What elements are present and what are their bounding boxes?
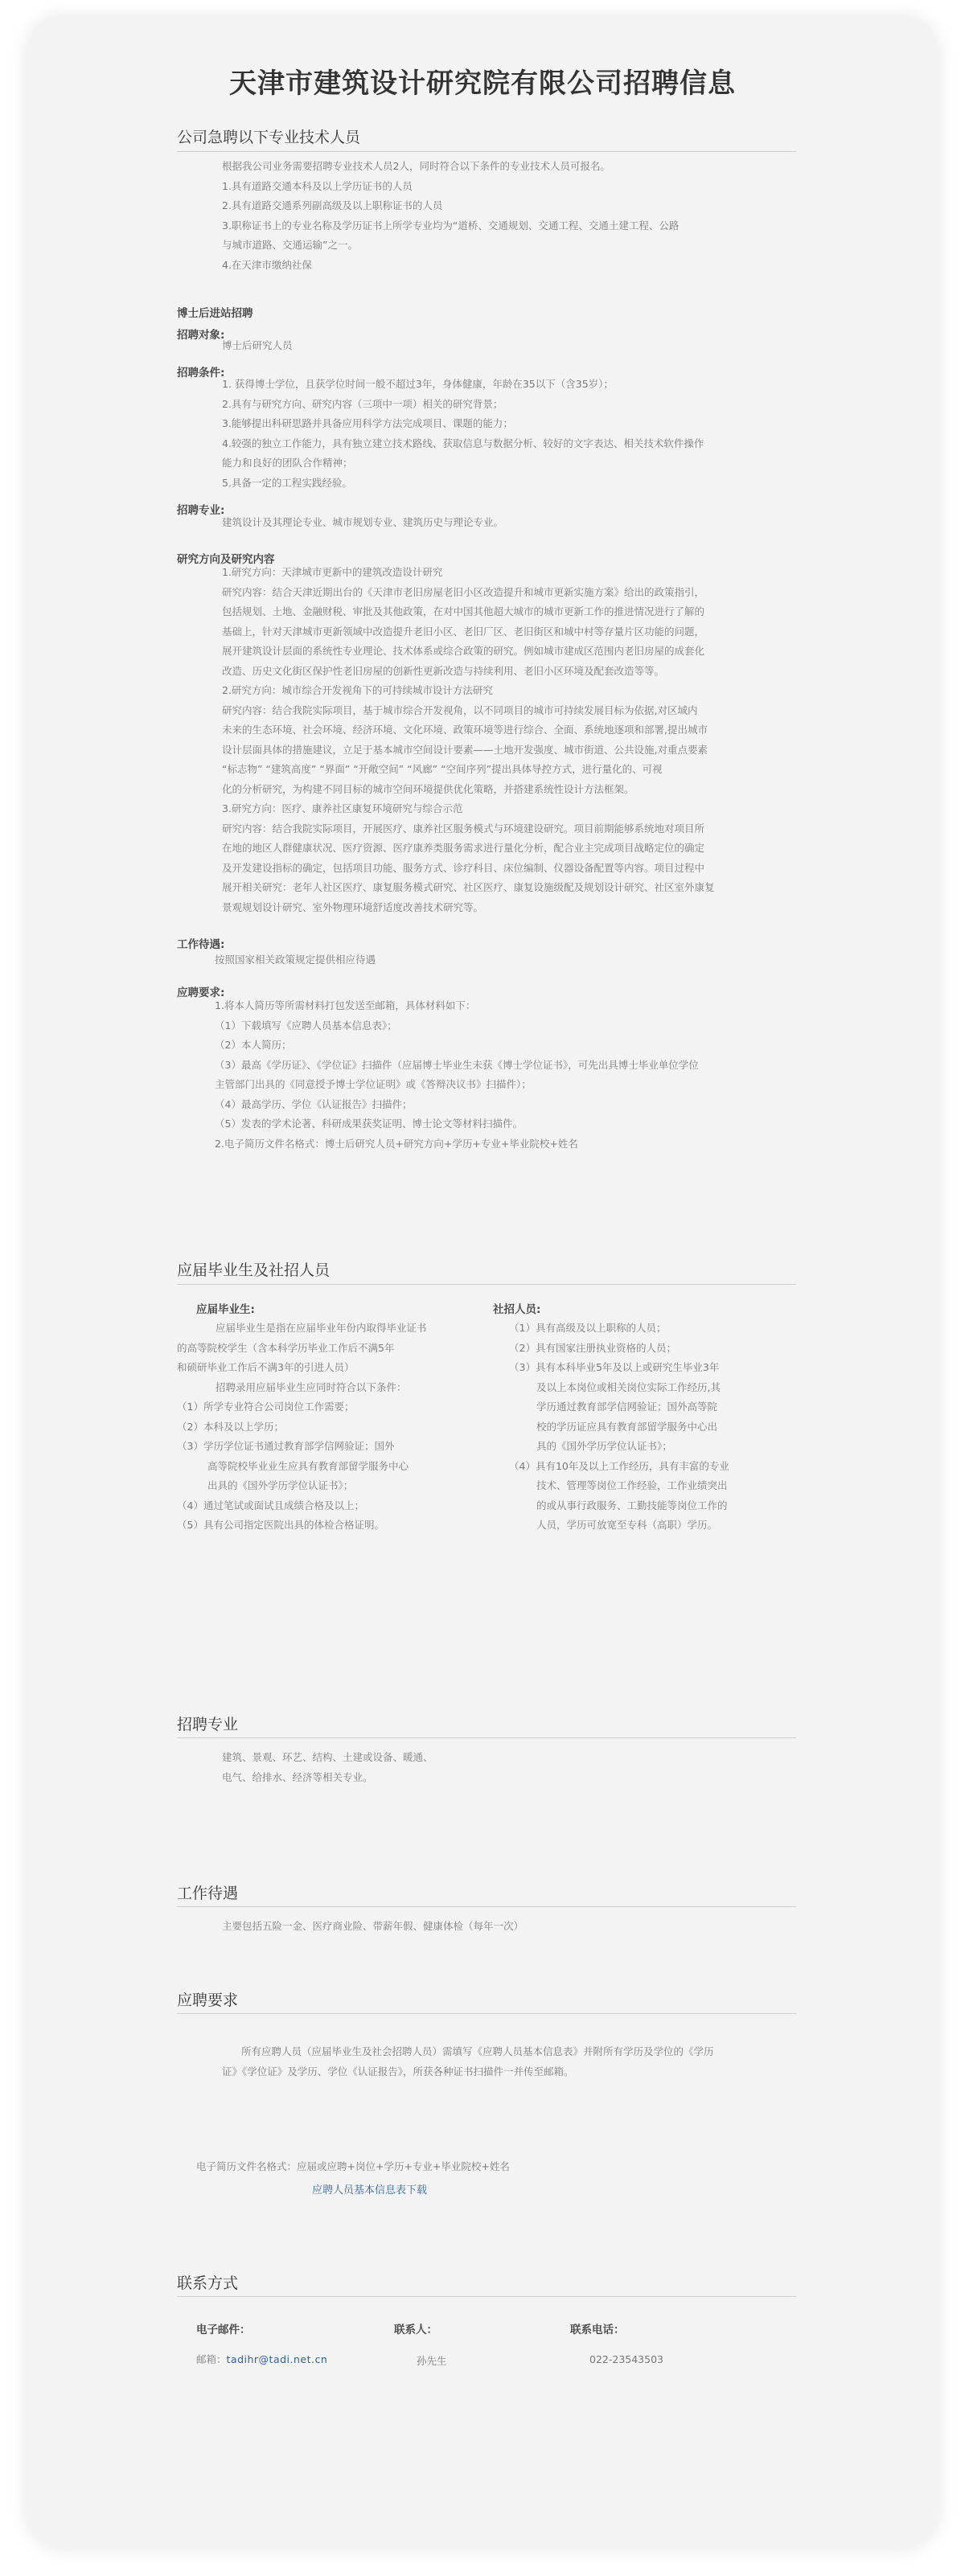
phone-value: 022-23543503 — [589, 2353, 663, 2365]
fresh-line: 高等院校毕业业生应具有教育部留学服务中心 — [207, 1459, 409, 1472]
postdoc-apply-lines — [215, 996, 699, 1154]
postdoc-target-value: 博士后研究人员 — [222, 339, 293, 351]
postdoc-target-label: 招聘对象: — [177, 329, 225, 342]
postdoc-conditions-label: 招聘条件: — [177, 367, 225, 379]
person-label: 联系人： — [394, 2324, 437, 2336]
direction-line: 展开相关研究：老年人社区医疗、康复服务模式研究、社区医疗、康复设施级配及规划设计研究、社区室外康复 — [222, 881, 715, 893]
apply-line: （5）发表的学术论著、科研成果获奖证明、博士论文等材料扫描件。 — [215, 1118, 523, 1130]
apply-line: 主管部门出具的《同意授予博士学位证明》或《答辩决议书》扫描件）； — [215, 1078, 532, 1090]
social-line: 人员，学历可放宽至专科（高职）学历。 — [536, 1519, 718, 1531]
condition-line: 5.具备一定的工程实践经验。 — [222, 476, 352, 489]
direction-line: 1.研究方向：天津城市更新中的建筑改造设计研究 — [222, 566, 443, 578]
direction-line: 研究内容：结合我院实际项目，基于城市综合开发视角，以不同项目的城市可持续发展目标为依据,对区域内 — [222, 703, 698, 716]
social-line: 校的学历证应具有教育部留学服务中心出 — [536, 1420, 718, 1433]
apply-line: （2）本人简历； — [215, 1039, 292, 1051]
condition-line: 能力和良好的团队合作精神； — [222, 457, 353, 469]
phone-label: 联系电话： — [570, 2324, 625, 2336]
urgent-heading: 公司急聘以下专业技术人员 — [177, 129, 361, 146]
direction-line: 及开发建设指标的确定，包括项目功能、服务方式、诊疗科目、床位编制、仪器设备配置等内容。项目过程中 — [222, 861, 705, 874]
apply-line: （4）最高学历、学位《认证报告》扫描件； — [215, 1097, 413, 1110]
fresh-line: 出具的《国外学历学位认证书》； — [207, 1479, 354, 1491]
apply-line: 2.电子简历文件名格式：博士后研究人员+研究方向+学历+专业+毕业院校+姓名 — [215, 1137, 578, 1150]
social-line: 学历通过教育部学信网验证；国外高等院 — [536, 1401, 718, 1413]
email-prefix: 邮箱： — [196, 2353, 227, 2365]
contact-divider — [177, 2296, 796, 2297]
fresh-line: （1）所学专业符合公司岗位工作需要； — [177, 1401, 355, 1413]
person-value: 孙先生 — [417, 2355, 447, 2367]
fresh-line: 和硕研毕业工作后不满3年的引进人员） — [177, 1361, 355, 1373]
postdoc-major-label: 招聘专业: — [177, 504, 225, 517]
apply-line: （3）最高《学历证》、《学位证》扫描件（应届博士毕业生未获《博士学位证书》，可先出具博士毕业单位学位 — [215, 1058, 699, 1071]
social-line: 的或从事行政服务、工勤技能等岗位工作的 — [536, 1499, 728, 1512]
fresh-line: 应届毕业生是指在应届毕业年份内取得毕业证书 — [216, 1322, 427, 1334]
postdoc-directions — [222, 563, 715, 917]
page-title: 天津市建筑设计研究院有限公司招聘信息 — [229, 68, 736, 100]
social-line: 具的《国外学历学位认证书》； — [536, 1440, 672, 1452]
direction-line: 化的分析研究，为构建不同目标的城市空间环境提供优化策略，并搭建系统性设计方法框架。 — [222, 782, 634, 795]
condition-line: 2.具有与研究方向、研究内容（三项中一项）相关的研究背景； — [222, 397, 503, 410]
postdoc-treatment-value: 按照国家相关政策规定提供相应待遇 — [215, 954, 376, 966]
fresh-line: 招聘录用应届毕业生应同时符合以下条件： — [216, 1380, 407, 1393]
urgent-line: 2.具有道路交通系列副高级及以上职称证书的人员 — [222, 199, 443, 211]
email-row — [196, 2351, 327, 2366]
direction-line: 改造、历史文化街区保护性老旧房屋的创新性更新改造与持续利用、老旧小区环境及配套改造等等。 — [222, 664, 665, 677]
fresh-line: （3）学历学位证书通过教育部学信网验证；国外 — [177, 1440, 395, 1452]
social-line: （3）具有本科毕业5年及以上或研究生毕业3年 — [509, 1361, 720, 1373]
urgent-divider — [177, 151, 796, 152]
majors-line: 电气、给排水、经济等相关专业。 — [222, 1770, 373, 1783]
urgent-lines — [222, 157, 679, 275]
benefits-text: 主要包括五险一金、医疗商业险、带薪年假、健康体检（每年一次） — [222, 1920, 524, 1932]
filename-format: 电子简历文件名格式：应届或应聘+岗位+学历+专业+毕业院校+姓名 — [196, 2160, 510, 2172]
majors-divider — [177, 1737, 796, 1738]
fresh-line: （4）通过笔试或面试且成绩合格及以上； — [177, 1499, 364, 1512]
condition-line: 1. 获得博士学位，且获学位时间一般不超过3年，身体健康，年龄在35以下（含35岁）； — [222, 378, 614, 390]
postdoc-conditions — [222, 375, 704, 493]
direction-line: 研究内容：结合天津近期出台的《天津市老旧房屋老旧小区改造提升和城市更新实施方案》给出的政策指引， — [222, 585, 705, 598]
postdoc-treatment-label: 工作待遇: — [177, 938, 225, 951]
social-line: 技术、管理等岗位工作经验，工作业绩突出 — [536, 1479, 728, 1491]
email-label: 电子邮件： — [196, 2324, 251, 2336]
fresh-lines — [177, 1319, 427, 1536]
email-link[interactable]: tadihr@tadi.net.cn — [226, 2353, 328, 2365]
urgent-line: 3.职称证书上的专业名称及学历证书上所学专业均为“道桥、交通规划、交通工程、交通土建工程、公路 — [222, 219, 680, 232]
direction-line: 2.研究方向：城市综合开发视角下的可持续城市设计方法研究 — [222, 684, 493, 696]
direction-line: “标志物” “建筑高度” “界面” “开敞空间” “风廊” “空间序列”提出具体导控方式，进行量化的、可视 — [222, 763, 663, 775]
direction-line: 3.研究方向：医疗、康养社区康复环境研究与综合示范 — [222, 802, 463, 814]
social-label: 社招人员: — [493, 1303, 541, 1316]
condition-line: 3.能够提出科研思路并具备应用科学方法完成项目、课题的能力； — [222, 417, 513, 429]
postdoc-apply-label: 应聘要求: — [177, 987, 225, 999]
direction-line: 未来的生态环境、社会环境、经济环境、文化环境、政策环境等进行综合、全面、系统地逐项和部署,提出城市 — [222, 724, 708, 736]
majors-lines — [222, 1748, 433, 1787]
urgent-line: 根据我公司业务需要招聘专业技术人员2人，同时符合以下条件的专业技术人员可报名。 — [222, 160, 610, 172]
postdoc-heading: 博士后进站招聘 — [177, 307, 253, 320]
apply-line: 1.将本人简历等所需材料打包发送至邮箱，具体材料如下： — [215, 999, 476, 1011]
social-lines — [509, 1319, 729, 1536]
page-card — [27, 16, 938, 2549]
requirements-lines — [222, 2042, 714, 2082]
urgent-line: 1.具有道路交通本科及以上学历证书的人员 — [222, 179, 413, 192]
fresh-label: 应届毕业生: — [196, 1303, 255, 1316]
direction-line: 研究内容：结合我院实际项目，开展医疗、康养社区服务模式与环境建设研究。项目前期能够系统地对项目所 — [222, 822, 705, 835]
social-line: （1）具有高级及以上职称的人员； — [509, 1322, 667, 1334]
direction-line: 基础上，针对天津城市更新领域中改造提升老旧小区、老旧厂区、老旧街区和城中村等存量片区功能的问题， — [222, 625, 705, 638]
direction-line: 景观规划设计研究、室外物理环境舒适度改善技术研究等。 — [222, 900, 484, 913]
contact-heading: 联系方式 — [177, 2275, 239, 2292]
apply-line: （1）下载填写《应聘人员基本信息表》； — [215, 1019, 397, 1032]
requirements-divider — [177, 2013, 796, 2014]
requirements-heading: 应聘要求 — [177, 1991, 239, 2009]
graduates-heading: 应届毕业生及社招人员 — [177, 1261, 331, 1279]
fresh-line: （5）具有公司指定医院出具的体检合格证明。 — [177, 1519, 384, 1531]
benefits-heading: 工作待遇 — [177, 1885, 239, 1902]
download-form-link[interactable]: 应聘人员基本信息表下载 — [312, 2184, 428, 2197]
postdoc-major-value: 建筑设计及其理论专业、城市规划专业、建筑历史与理论专业。 — [222, 516, 504, 528]
direction-line: 设计层面具体的措施建议，立足于基本城市空间设计要素——土地开发强度、城市街道、公共设施,对重点要素 — [222, 743, 708, 756]
fresh-line: （2）本科及以上学历； — [177, 1420, 284, 1433]
graduates-divider — [177, 1284, 796, 1285]
requirements-line: 证》《学位证》及学历、学位《认证报告》，所获各种证书扫描件一并传至邮箱。 — [222, 2065, 574, 2078]
social-line: （4）具有10年及以上工作经历，具有丰富的专业 — [509, 1459, 729, 1472]
postdoc-direction-label: 研究方向及研究内容 — [177, 553, 275, 566]
social-line: 及以上本岗位或相关岗位实际工作经历,其 — [536, 1380, 721, 1393]
social-line: （2）具有国家注册执业资格的人员； — [509, 1341, 676, 1354]
direction-line: 包括规划、土地、金融财税、审批及其他政策，在对中国其他超大城市的城市更新工作的推进情况进行了解的 — [222, 605, 705, 617]
benefits-divider — [177, 1906, 796, 1907]
majors-line: 建筑、景观、环艺、结构、土建或设备、暖通、 — [222, 1751, 433, 1763]
urgent-line: 4.在天津市缴纳社保 — [222, 258, 312, 271]
urgent-line: 与城市道路、交通运输”之一。 — [222, 239, 358, 251]
condition-line: 4.较强的独立工作能力，具有独立建立技术路线、获取信息与数据分析、较好的文字表达、相关技术软件操作 — [222, 437, 704, 449]
direction-line: 展开建筑设计层面的系统性专业理论、技术体系或综合政策的研究。例如城市建成区范围内老旧房屋的成套化 — [222, 645, 705, 657]
fresh-line: 的高等院校学生（含本科学历毕业工作后不满5年 — [177, 1341, 395, 1354]
direction-line: 在地的地区人群健康状况、医疗资源、医疗康养类服务需求进行量化分析，配合业主完成项目战略定位的确定 — [222, 842, 705, 854]
majors-heading: 招聘专业 — [177, 1716, 239, 1733]
requirements-line: 所有应聘人员（应届毕业生及社会招聘人员）需填写《应聘人员基本信息表》并附所有学历及学位的《学历 — [241, 2045, 714, 2057]
